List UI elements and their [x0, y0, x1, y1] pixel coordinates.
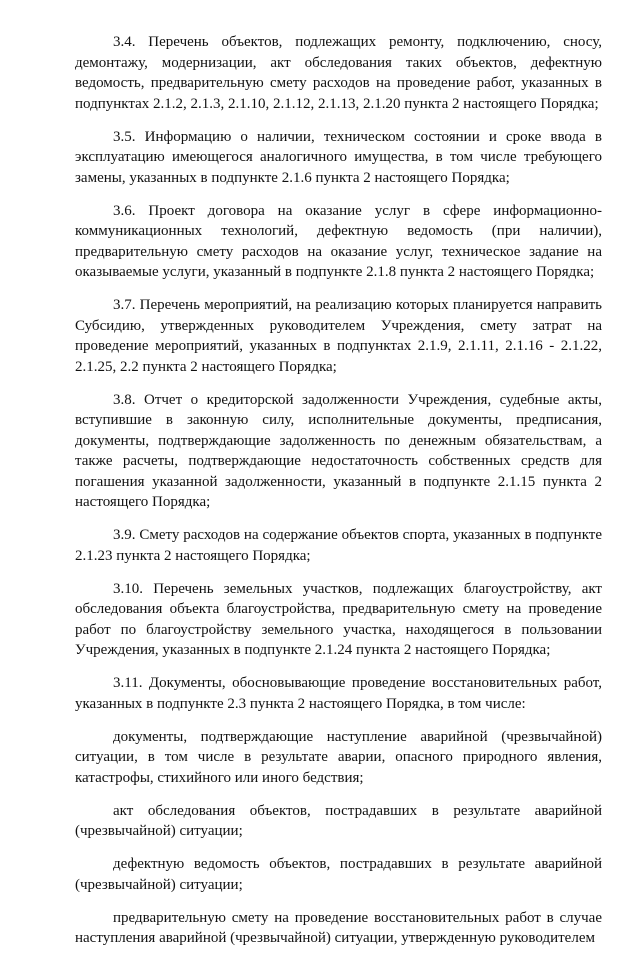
paragraph-3-8: 3.8. Отчет о кредиторской задолженности Учреждения, судебные акты, вступившие в законную силу, исполнительные документы, предписания, документы, подтверждающие задолженность по денежным обязательствам, а также расчеты, подтверждающие недостаточность собственных средств для погашения указанной задолженности, указанный в подпункте 2.1.15 пункта 2 настоящего Порядка;	[75, 391, 602, 510]
list-item-preliminary-estimate: предварительную смету на проведение восстановительных работ в случае наступления аварийной (чрезвычайной) ситуации, утвержденную руководителем	[75, 909, 602, 946]
paragraph-3-10: 3.10. Перечень земельных участков, подлежащих благоустройству, акт обследования объекта благоустройства, предварительную смету на проведение работ по благоустройству земельного участка, находящегося в пользовании Учреждения, указанных в подпункте 2.1.24 пункта 2 настоящего Порядка;	[75, 580, 602, 658]
list-item-inspection-act: акт обследования объектов, пострадавших в результате аварийной (чрезвычайной) ситуации;	[75, 802, 602, 839]
paragraph-3-5: 3.5. Информацию о наличии, техническом состоянии и сроке ввода в эксплуатацию имеющегося аналогичного имущества, в том числе требующего замены, указанных в подпункте 2.1.6 пункта 2 настоящего Порядка;	[75, 128, 602, 186]
paragraph-3-7: 3.7. Перечень мероприятий, на реализацию которых планируется направить Субсидию, утвержденных руководителем Учреждения, смету затрат на проведение мероприятий, указанных в подпунктах 2.1.9, 2.1.11, 2.1.16 - 2.1.22, 2.1.25, 2.2 пункта 2 настоящего Порядка;	[75, 297, 602, 375]
paragraph-3-4: 3.4. Перечень объектов, подлежащих ремонту, подключению, сносу, демонтажу, модернизации, акт обследования таких объектов, дефектную ведомость, предварительную смету расходов на проведение работ, указанных в подпунктах 2.1.2, 2.1.3, 2.1.10, 2.1.12, 2.1.13, 2.1.20 пункта 2 настоящего Порядка;	[75, 34, 602, 112]
paragraph-3-6: 3.6. Проект договора на оказание услуг в сфере информационно-коммуникационных технологий, дефектную ведомость (при наличии), предварительную смету расходов на оказание услуг, техническое задание на оказываемые услуги, указанный в подпункте 2.1.8 пункта 2 настоящего Порядка;	[75, 202, 602, 280]
list-item-defect-statement: дефектную ведомость объектов, пострадавших в результате аварийной (чрезвычайной) ситуации;	[75, 856, 602, 893]
paragraph-3-9: 3.9. Смету расходов на содержание объектов спорта, указанных в подпункте 2.1.23 пункта 2 настоящего Порядка;	[75, 527, 602, 564]
paragraph-3-11: 3.11. Документы, обосновывающие проведение восстановительных работ, указанных в подпункте 2.3 пункта 2 настоящего Порядка, в том числе:	[75, 675, 602, 712]
document-page	[75, 32, 602, 961]
list-item-emergency-documents: документы, подтверждающие наступление аварийной (чрезвычайной) ситуации, в том числе в результате аварии, опасного природного явления, катастрофы, стихийного или иного бедствия;	[75, 728, 602, 786]
